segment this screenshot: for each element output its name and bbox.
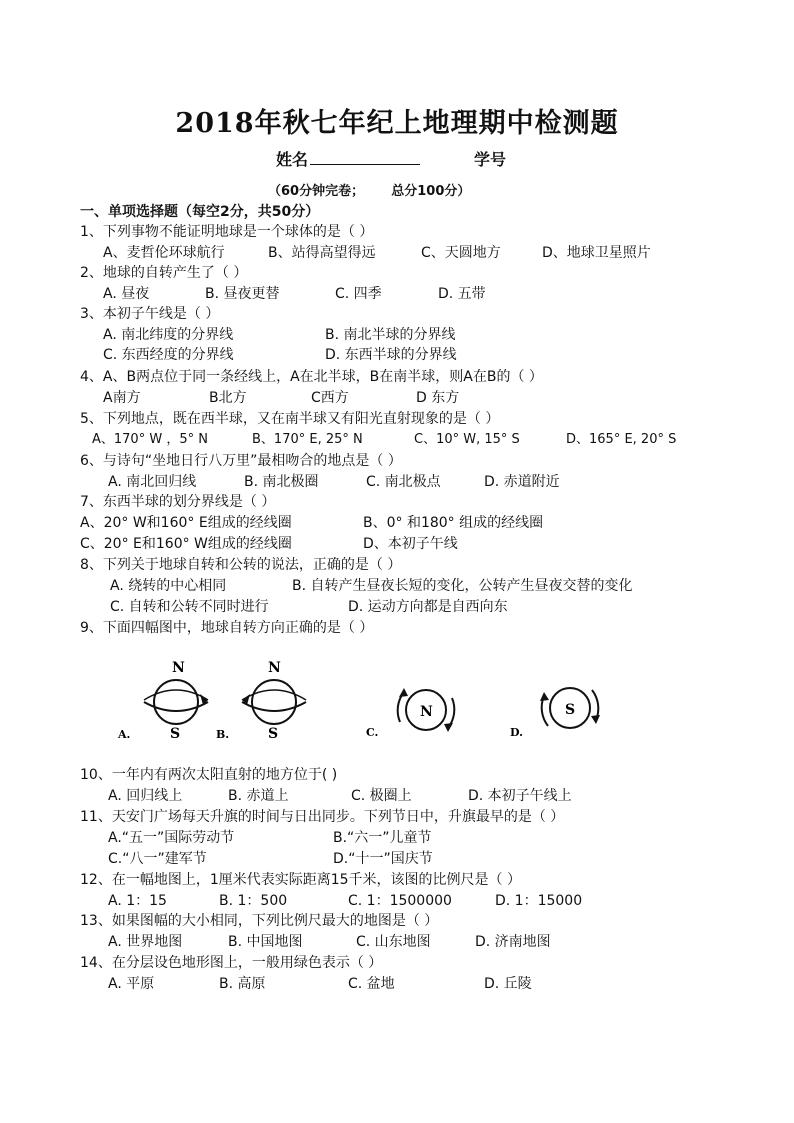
options-11 [108,828,728,868]
name-label: 姓名 [276,150,309,169]
diagram-panel-b[interactable] [216,660,306,742]
panel-c-letter: C. [366,726,379,739]
option-b[interactable]: B. 中国地图 [228,934,303,950]
diagram-panel-a[interactable] [117,660,208,742]
option-b[interactable]: B. 自转产生昼夜长短的变化，公转产生昼夜交替的变化 [292,578,633,594]
option-b[interactable]: B. 南北半球的分界线 [325,327,456,343]
option-c[interactable]: C.“八一”建军节 [108,851,207,867]
option-a[interactable]: A. 南北回归线 [108,474,197,490]
option-c[interactable]: C. 南北极点 [366,474,441,490]
option-c[interactable]: C. 东西经度的分界线 [103,347,234,363]
option-a[interactable]: A、麦哲伦环球航行 [103,245,225,261]
option-c[interactable]: C. 四季 [335,286,382,302]
option-a[interactable]: A. 平原 [108,976,155,992]
option-d[interactable]: D.“十一”国庆节 [333,851,433,867]
options-6 [108,472,708,492]
option-d[interactable]: D. 五带 [438,286,486,302]
panel-d-center-label: S [565,702,576,718]
options-7 [80,513,720,553]
exam-note: （60分钟完卷； 总分100分） [268,184,471,199]
name-blank[interactable] [310,150,420,165]
student-id-label: 学号 [474,150,507,169]
options-5 [92,430,782,450]
options-14 [108,974,728,994]
option-d[interactable]: D. 赤道附近 [484,474,560,490]
option-d[interactable]: D. 1：15000 [495,893,583,909]
option-d[interactable]: D 东方 [416,390,460,406]
question-2: 2、地球的自转产生了（ ） [80,265,248,281]
option-c[interactable]: C、10° W, 15° S [414,432,520,447]
options-13 [108,932,728,952]
question-6: 6、与诗句“坐地日行八万里”最相吻合的地点是（ ） [80,453,402,469]
panel-a-letter: A. [118,728,131,741]
option-d[interactable]: D. 济南地图 [475,934,551,950]
question-8: 8、下列关于地球自转和公转的说法，正确的是（ ） [80,557,402,573]
panel-c-center-label: N [420,704,433,720]
question-3: 3、本初子午线是（ ） [80,306,220,322]
option-b[interactable]: B、0° 和180° 组成的经线圈 [363,515,544,531]
option-c[interactable]: C. 盆地 [348,976,395,992]
panel-b-bottom-label: S [268,726,279,742]
panel-d-letter: D. [510,726,523,739]
option-a[interactable]: A南方 [103,390,141,406]
option-c[interactable]: C. 1：1500000 [348,893,452,909]
option-a[interactable]: A. 南北纬度的分界线 [103,327,234,343]
options-1 [103,243,763,263]
option-c[interactable]: C. 自转和公转不同时进行 [110,599,269,615]
option-c[interactable]: C、20° E和160° W组成的经线圈 [80,536,292,552]
option-b[interactable]: B北方 [209,390,247,406]
options-4 [103,388,703,408]
option-d[interactable]: D、本初子午线 [363,536,458,552]
option-b[interactable]: B. 高原 [219,976,266,992]
question-10: 10、一年内有两次太阳直射的地方位于( ) [80,767,338,783]
option-d[interactable]: D. 运动方向都是自西向东 [348,599,508,615]
option-d[interactable]: D. 东西半球的分界线 [325,347,457,363]
page-title: 2018年秋七年纪上地理期中检测题 [175,108,619,139]
option-c[interactable]: C. 极圈上 [351,788,412,804]
option-b[interactable]: B、站得高望得远 [268,245,376,261]
diagram-panel-d[interactable] [510,688,600,739]
question-11: 11、天安门广场每天升旗的时间与日出同步。下列节日中，升旗最早的是（ ） [80,809,565,825]
question-13: 13、如果图幅的大小相同，下列比例尺最大的地图是（ ） [80,913,439,929]
option-d[interactable]: D. 本初子午线上 [468,788,572,804]
option-b[interactable]: B.“六一”儿童节 [333,830,432,846]
option-a[interactable]: A.“五一”国际劳动节 [108,830,235,846]
option-c[interactable]: C、天圆地方 [421,245,501,261]
option-a[interactable]: A. 昼夜 [103,286,150,302]
option-b[interactable]: B、170° E, 25° N [252,432,363,447]
option-a[interactable]: A. 1：15 [108,893,167,909]
option-c[interactable]: C. 山东地图 [356,934,431,950]
option-a[interactable]: A. 世界地图 [108,934,183,950]
panel-b-letter: B. [216,728,230,741]
question-12: 12、在一幅地图上，1厘米代表实际距离15千米，该图的比例尺是（ ） [80,872,521,888]
question-4: 4、A、B两点位于同一条经线上，A在北半球，B在南半球，则A在B的（ ） [80,369,543,385]
question-9: 9、下面四幅图中，地球自转方向正确的是（ ） [80,620,374,636]
options-10 [108,786,728,806]
option-d[interactable]: D、165° E, 20° S [566,432,677,447]
option-d[interactable]: D. 丘陵 [484,976,532,992]
option-a[interactable]: A、20° W和160° E组成的经线圈 [80,515,292,531]
question-14: 14、在分层设色地形图上，一般用绿色表示（ ） [80,955,383,971]
panel-b-top-label: N [268,660,281,676]
question-5: 5、下列地点，既在西半球，又在南半球又有阳光直射现象的是（ ） [80,411,500,427]
option-a[interactable]: A. 回归线上 [108,788,183,804]
option-a[interactable]: A. 绕转的中心相同 [110,578,227,594]
earth-rotation-diagram [108,650,628,750]
panel-a-bottom-label: S [170,726,181,742]
option-b[interactable]: B. 赤道上 [228,788,289,804]
question-7: 7、东西半球的划分界线是（ ） [80,494,276,510]
option-d[interactable]: D、地球卫星照片 [542,245,651,261]
option-b[interactable]: B. 南北极圈 [244,474,319,490]
option-b[interactable]: B. 1：500 [219,893,288,909]
option-b[interactable]: B. 昼夜更替 [205,286,280,302]
name-field [276,147,420,170]
options-2 [103,284,703,304]
section-title: 一、单项选择题（每空2分，共50分） [80,204,320,220]
panel-a-top-label: N [172,660,185,676]
option-a[interactable]: A、170° W ，5° N [92,432,208,447]
diagram-panel-c[interactable] [366,688,454,739]
question-1: 1、下列事物不能证明地球是一个球体的是（ ） [80,224,374,240]
option-c[interactable]: C西方 [311,390,349,406]
options-8 [110,576,780,616]
options-3 [103,325,703,365]
options-12 [108,891,728,911]
